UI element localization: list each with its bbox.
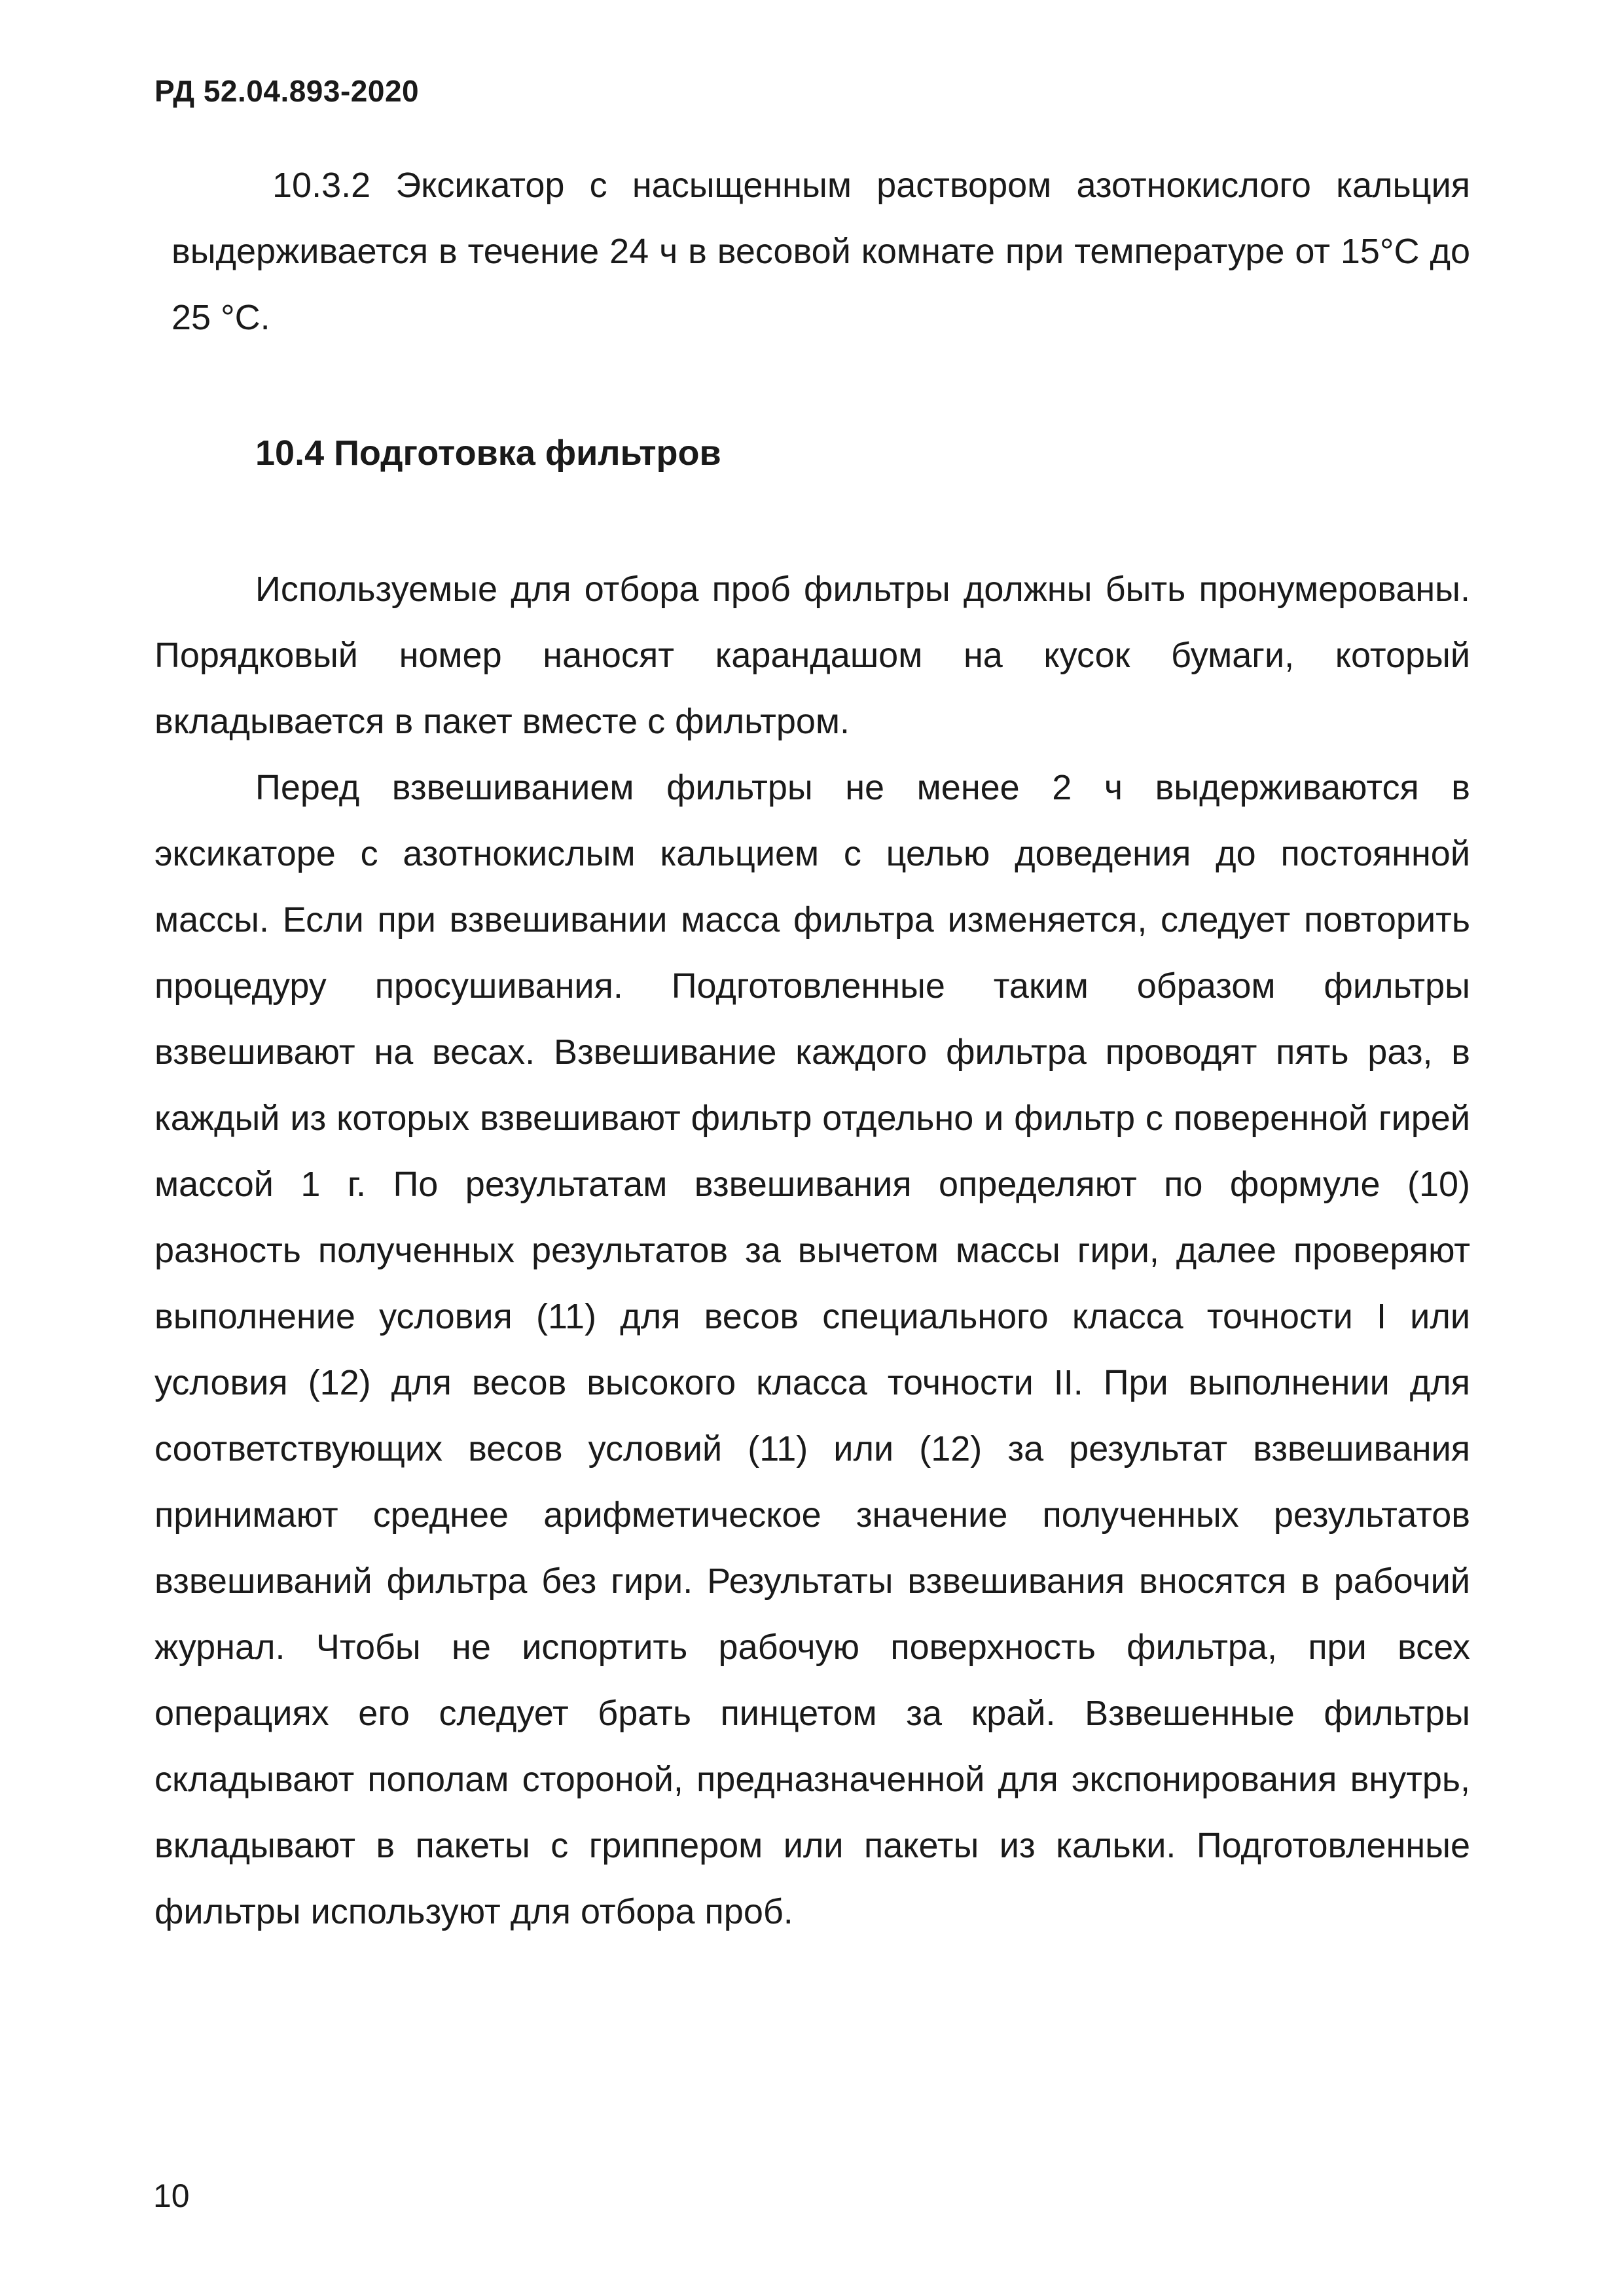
document-code: РД 52.04.893-2020 (154, 74, 420, 108)
section-10-4-heading: 10.4 Подготовка фильтров (255, 433, 721, 473)
section-10-4-paragraph-2: Перед взвешиванием фильтры не менее 2 ч выдерживаются в эксикаторе с азотнокислым кальцием с целью доведения до постоянной массы. Если при взвешивании масса фильтра изменяется, следует повторить процедуру просушивания. Подготовленные таким образом фильтры взвешивают на весах. Взвешивание каждого фильтра проводят пять раз, в каждый из которых взвешивают фильтр отдельно и фильтр с поверенной гирей массой 1 г. По результатам взвешивания определяют по формуле (10) разность полученных результатов за вычетом массы гири, далее проверяют выполнение условия (11) для весов специального класса точности I или условия (12) для весов высокого класса точности II. При выполнении для соответствующих весов условий (11) или (12) за результат взвешивания принимают среднее арифметическое значение полученных результатов взвешиваний фильтра без гири. Результаты взвешивания вносятся в рабочий журнал. Чтобы не испортить рабочую поверхность фильтра, при всех операциях его следует брать пинцетом за край. Взвешенные фильтры складывают пополам стороной, предназначенной для экспонирования внутрь, вкладывают в пакеты с гриппером или пакеты из кальки. Подготовленные фильтры используют для отбора проб. (154, 768, 1470, 1931)
section-10-4-body (154, 556, 1470, 1945)
section-10-3-2-paragraph: 10.3.2 Эксикатор с насыщенным раствором азотнокислого кальция выдерживается в течение 24 ч в весовой комнате при температуре от 15°C до 25 °C. (171, 166, 1470, 337)
section-10-3-2 (171, 153, 1470, 351)
section-10-4-paragraph-1: Используемые для отбора проб фильтры должны быть пронумерованы. Порядковый номер наносят карандашом на кусок бумаги, который вкладывается в пакет вместе с фильтром. (154, 570, 1470, 741)
page-number: 10 (153, 2178, 190, 2214)
